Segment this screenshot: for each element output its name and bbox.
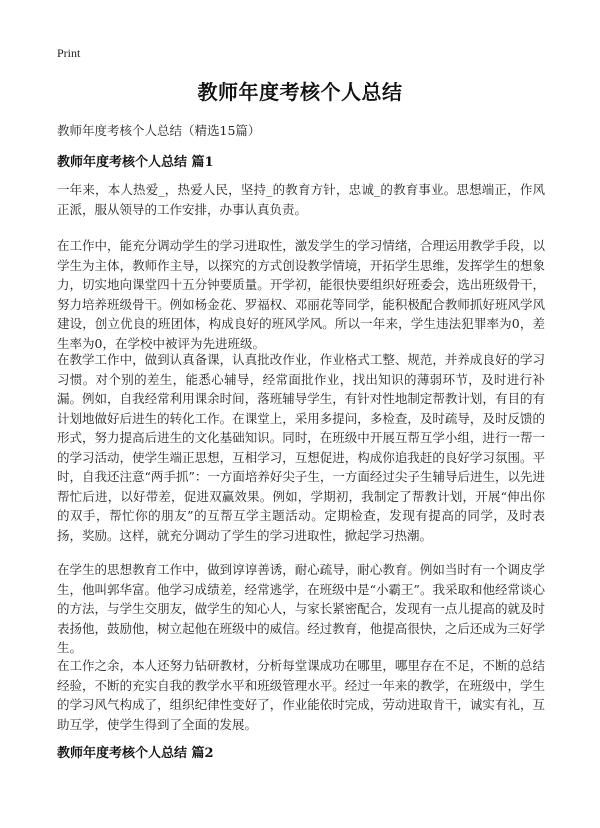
page-title: 教师年度考核个人总结 bbox=[197, 80, 403, 104]
print-link[interactable]: Print bbox=[57, 46, 81, 60]
paragraph-3: 在教学工作中，做到认真备课，认真批改作业，作业格式工整、规范，并养成良好的学习习惯。对个别的差生，能悉心辅导，经常面批作业，找出知识的薄弱环节，及时进行补漏。例如，自我经常利用课余时间，落班辅导学生，有针对性地制定帮教计划，有目的有计划地做好后进生的转化工作。在课堂上，采用多提问，多检查，及时疏导，及时反馈的形式，努力提高后进生的文化基础知识。同时，在班级中开展互帮互学小组，进行一帮一的学习活动，使学生端正思想，互相学习，互想促进，构成你追我赶的良好学习氛围。平时，自我还注意“两手抓”：一方面培养好尖子生，一方面经过尖子生辅导后进生，以先进帮忙后进，以好带差，促进双赢效果。例如，学期初，我制定了帮教计划，开展“伸出你的双手，帮忙你的朋友”的互帮互学主题活动。定期检查，发现有提高的同学，及时表扬，奖励。这样，就充分调动了学生的学习进取性，掀起学习热潮。 bbox=[57, 352, 545, 543]
section-heading-2: 教师年度考核个人总结 篇2 bbox=[57, 746, 214, 761]
paragraph-5: 在工作之余，本人还努力钻研教材，分析每堂课成功在哪里，哪里存在不足，不断的总结经验，不断的充实自我的教学水平和班级管理水平。经过一年来的教学，在班级中，学生的学习风气构成了，组织纪律性变好了，作业能依时完成，劳动进取肯干，诚实有礼，互助互学，使学生得到了全面的发展。 bbox=[57, 658, 545, 732]
section-heading-1: 教师年度考核个人总结 篇1 bbox=[57, 155, 214, 170]
paragraph-4: 在学生的思想教育工作中，做到谆谆善诱，耐心疏导，耐心教育。例如当时有一个调皮学生，他叫郭华富。他学习成绩差，经常逃学，在班级中是“小霸王”。我采取和他经常谈心的方法，与学生交朋友，做学生的知心人，与家长紧密配合，发现有一点儿提高的就及时表扬他，鼓励他，树立起他在班级中的威信。经过教育，他提高很快，之后还成为三好学生。 bbox=[57, 562, 545, 655]
paragraph-2: 在工作中，能充分调动学生的学习进取性，激发学生的学习情绪，合理运用教学手段，以学生为主体，教师作主导，以探究的方式创设教学情境，开拓学生思维，发挥学生的想象力，切实地向课堂四十五分钟要质量。开学初，能很快要组织好班委会，选出班级骨干，努力培养班级骨干。例如杨金花、罗福权、邓丽花等同学，能积极配合教师抓好班风学风建设，创立优良的班团体，构成良好的班风学风。所以一年来，学生违法犯罪率为0，差生率为0，在学校中被评为先进班级。 bbox=[57, 238, 545, 351]
document-subtitle: 教师年度考核个人总结（精选15篇） bbox=[57, 123, 261, 138]
paragraph-1: 一年来，本人热爱_，热爱人民，坚持_的教育方针，忠诚_的教育事业。思想端正，作风正派，服从领导的工作安排，办事认真负责。 bbox=[57, 182, 545, 217]
